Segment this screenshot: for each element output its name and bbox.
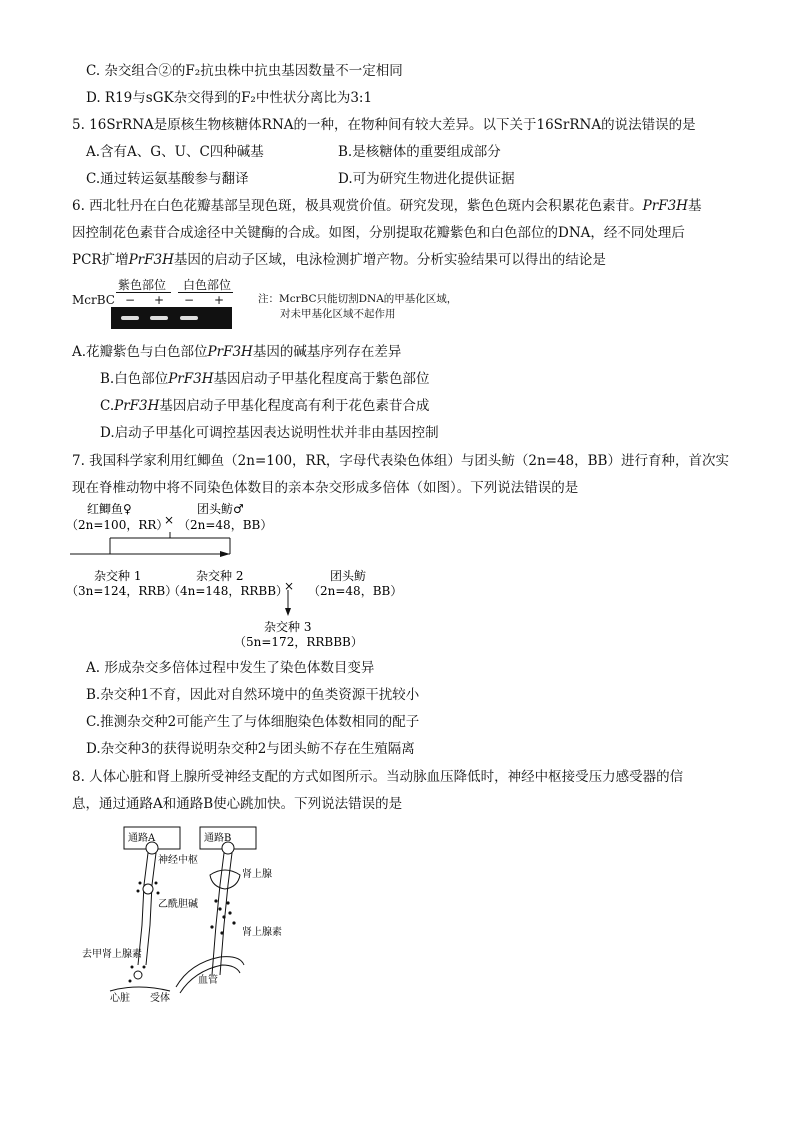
adrenal-gland <box>210 870 240 889</box>
q5-option-c: C.通过转运氨基酸参与翻译 <box>86 171 249 187</box>
pathway-a-label: 通路A <box>128 833 156 844</box>
q6-option-c <box>100 397 429 415</box>
option-text: B.白色部位 <box>100 371 169 387</box>
vessel-label: 血管 <box>198 975 218 986</box>
gel-image <box>111 307 232 329</box>
gel-lane-1-sign: − <box>125 293 136 307</box>
q6-option-b <box>100 370 430 388</box>
gel-lane-4-sign: + <box>214 293 225 307</box>
synapse <box>134 971 142 979</box>
nerve-center-label: 神经中枢 <box>158 855 198 866</box>
hybrid-cross-diagram <box>60 500 420 650</box>
parent2-genotype: （2n=48，BB） <box>178 518 273 532</box>
q6-stem-text: 基因的启动子区域，电泳检测扩增产物。分析实验结果可以得出的结论是 <box>173 252 606 268</box>
q6-stem-line1 <box>72 197 701 215</box>
gel-lane-2-sign: + <box>154 293 165 307</box>
parent3-name: 团头鲂 <box>330 569 367 583</box>
epinephrine-dots <box>210 899 235 934</box>
neural-pathway-diagram <box>80 815 320 1010</box>
gene-name: PrF3H <box>168 371 214 387</box>
gel-note-line1: 注：McrBC只能切割DNA的甲基化区域， <box>258 293 458 305</box>
option-text: 基因的碱基序列存在差异 <box>252 344 402 360</box>
q4-option-c: C. 杂交组合②的F₂抗虫株中抗虫基因数量不一定相同 <box>86 63 403 79</box>
q7-option-a: A. 形成杂交多倍体过程中发生了染色体数目变异 <box>86 660 375 676</box>
q6-stem-text: PCR扩增 <box>72 252 129 268</box>
q6-stem-line2: 因控制花色素苷合成途径中关键酶的合成。如图，分别提取花瓣紫色和白色部位的DNA，经不同处理后 <box>72 225 685 241</box>
ganglion <box>143 884 153 894</box>
option-text: 基因启动子甲基化程度高有利于花色素苷合成 <box>159 398 430 414</box>
option-text: A.花瓣紫色与白色部位 <box>72 344 208 360</box>
receptor-label: 受体 <box>150 993 170 1004</box>
heart-surface <box>110 987 170 991</box>
q5-option-a: A.含有A、G、U、C四种碱基 <box>86 144 264 160</box>
hybrid2-genotype: （4n=148，RRBB） <box>168 584 289 598</box>
hybrid1-genotype: （3n=124，RRB） <box>66 584 178 598</box>
arrow-head <box>285 608 291 616</box>
heart-label: 心脏 <box>110 993 130 1004</box>
arrow-head <box>220 551 230 557</box>
hybrid3-genotype: （5n=172，RRBBB） <box>234 635 363 649</box>
gel-purple-label: 紫色部位 <box>118 278 167 292</box>
acetylcholine-label: 乙酰胆碱 <box>158 899 198 910</box>
gene-name: PrF3H <box>114 398 160 414</box>
norepinephrine-label: 去甲肾上腺素 <box>82 949 142 960</box>
q5-option-d: D.可为研究生物进化提供证据 <box>338 171 515 187</box>
q6-option-a <box>72 343 401 361</box>
parent1-name: 红鲫鱼♀ <box>87 502 132 516</box>
hybrid3-name: 杂交种 3 <box>264 620 312 634</box>
q6-stem-text: 基 <box>687 198 702 214</box>
gene-name: PrF3H <box>207 344 253 360</box>
option-text: 基因启动子甲基化程度高于紫色部位 <box>213 371 430 387</box>
gel-white-label: 白色部位 <box>183 278 232 292</box>
q7-stem-line1: 7. 我国科学家利用红鲫鱼（2n=100，RR，字母代表染色体组）与团头鲂（2n=48，BB）进行育种，首次实 <box>72 453 729 469</box>
q8-stem-line1: 8. 人体心脏和肾上腺所受神经支配的方式如图所示。当动脉血压降低时，神经中枢接受压力感受器的信 <box>72 769 684 785</box>
q7-option-b: B.杂交种1不育，因此对自然环境中的鱼类资源干扰较小 <box>86 687 420 703</box>
gel-band <box>150 316 168 320</box>
gene-name: PrF3H <box>128 252 174 268</box>
q4-option-d: D. R19与sGK杂交得到的F₂中性状分离比为3:1 <box>86 90 373 106</box>
gel-note-line2: 对未甲基化区域不起作用 <box>280 308 396 320</box>
gel-band <box>121 316 139 320</box>
option-text: C. <box>100 398 115 414</box>
gel-band <box>180 316 198 320</box>
q5-stem: 5. 16SrRNA是原核生物核糖体RNA的一种，在物种间有较大差异。以下关于16SrRNA的说法错误的是 <box>72 117 696 133</box>
q6-stem-line3 <box>72 251 606 269</box>
gel-lane-3-sign: − <box>184 293 195 307</box>
hybrid1-name: 杂交种 1 <box>94 569 142 583</box>
pathway-b-label: 通路B <box>204 833 232 844</box>
adrenal-label: 肾上腺 <box>242 869 272 880</box>
q5-option-b: B.是核糖体的重要组成部分 <box>338 144 501 160</box>
q7-option-d: D.杂交种3的获得说明杂交种2与团头鲂不存在生殖隔离 <box>86 741 415 757</box>
hybrid2-name: 杂交种 2 <box>196 569 244 583</box>
q6-option-d: D.启动子甲基化可调控基因表达说明性状并非由基因控制 <box>100 425 439 441</box>
parent1-genotype: （2n=100，RR） <box>66 518 169 532</box>
parent2-name: 团头鲂♂ <box>197 502 244 516</box>
q7-stem-line2: 现在脊椎动物中将不同染色体数目的亲本杂交形成多倍体（如图）。下列说法错误的是 <box>72 480 579 496</box>
pathway-a-axon <box>146 853 156 965</box>
cross-symbol: × <box>284 579 295 593</box>
epinephrine-label: 肾上腺素 <box>242 927 282 938</box>
gene-name: PrF3H <box>642 198 688 214</box>
parent3-genotype: （2n=48，BB） <box>308 584 403 598</box>
q6-stem-text: 6. 西北牡丹在白色花瓣基部呈现色斑，极具观赏价值。研究发现，紫色色斑内会积累花色素苷。 <box>72 198 643 214</box>
q8-stem-line2: 息，通过通路A和通路B使心跳加快。下列说法错误的是 <box>72 796 403 812</box>
q7-option-c: C.推测杂交种2可能产生了与体细胞染色体数相同的配子 <box>86 714 420 730</box>
gel-mcrbc-label: McrBC <box>72 293 115 307</box>
cross-symbol: × <box>164 513 175 527</box>
